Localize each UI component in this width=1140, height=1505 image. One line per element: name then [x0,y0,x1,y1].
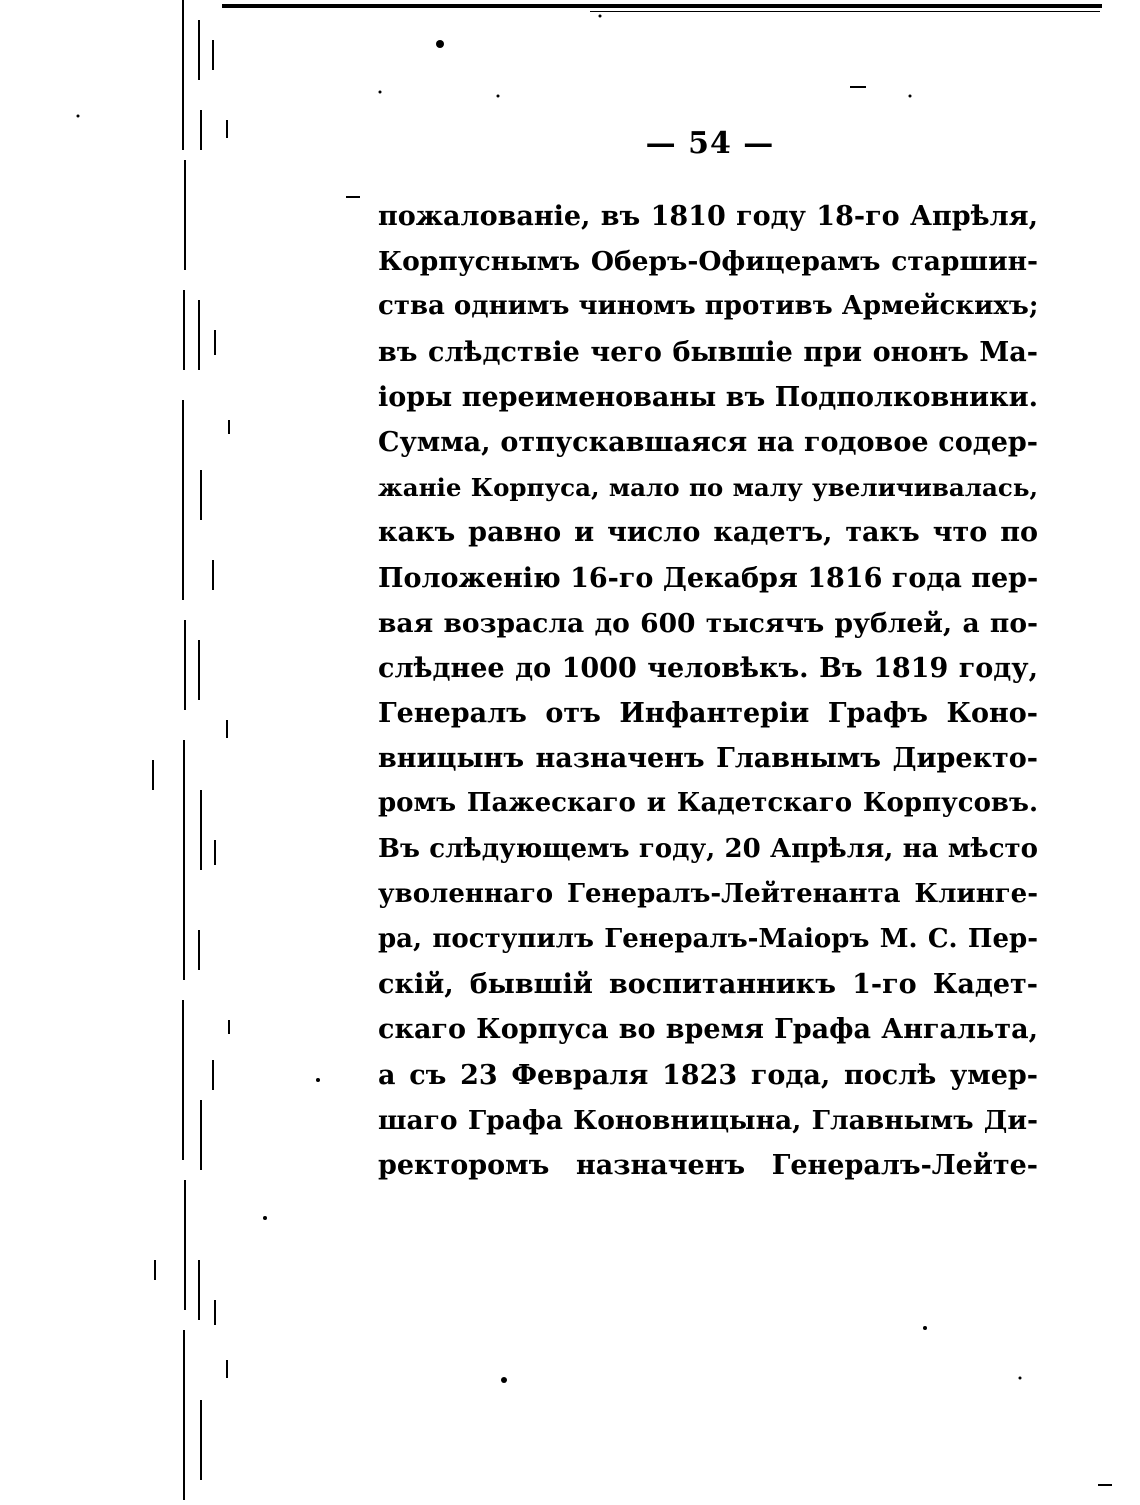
text-line: пожалованіе, въ 1810 году 18-го Апрѣля, [378,201,1038,232]
text-line: шаго Графа Коновницына, Главнымъ Ди- [378,1104,1038,1136]
text-line: въ слѣдствіе чего бывшіе при ононъ Ма- [378,336,1038,368]
text-line: ректоромъ назначенъ Генералъ-Лейте- [378,1149,1038,1181]
text-line: Генералъ отъ Инфантеріи Графъ Коно- [378,698,1038,730]
text-line: іоры переименованы въ Подполковники. [378,381,1038,413]
text-line: а съ 23 Февраля 1823 года, послѣ умер- [378,1059,1038,1091]
scan-binding-edge [140,0,250,1505]
text-line: Сумма, отпускавшаяся на годовое содер- [378,426,1038,458]
text-line: какъ равно и число кадетъ, такъ что по [378,517,1038,549]
text-line: ромъ Пажескаго и Кадетскаго Корпусовъ. [378,788,1038,819]
text-line: вая возрасла до 600 тысячъ рублей, а по- [378,607,1038,639]
text-line: Въ слѣдующемъ году, 20 Апрѣля, на мѣсто [378,833,1038,864]
text-line: вницынъ назначенъ Главнымъ Директо- [378,743,1038,775]
text-line: ра, поступилъ Генералъ-Маіоръ М. С. Пер- [378,924,1038,954]
top-border-thin-rule [590,11,1100,12]
text-line: Положенію 16-го Декабря 1816 года пер- [378,562,1038,594]
top-border-rule [222,4,1102,8]
text-line: слѣднее до 1000 человѣкъ. Въ 1819 году, [378,652,1038,684]
text-line: ства однимъ чиномъ противъ Армейскихъ; [378,291,1038,322]
body-text [378,194,1038,1188]
page-number: — 54 — [645,126,775,161]
text-line: скаго Корпуса во время Графа Ангальта, [378,1014,1038,1046]
text-line: жаніе Корпуса, мало по малу увеличивалась, [378,473,1038,503]
text-line: скій, бывшій воспитанникъ 1-го Кадет- [378,969,1038,1001]
text-line: уволеннаго Генералъ-Лейтенанта Клинге- [378,878,1038,909]
text-line: Корпуснымъ Оберъ-Офицерамъ старшин- [378,246,1038,278]
